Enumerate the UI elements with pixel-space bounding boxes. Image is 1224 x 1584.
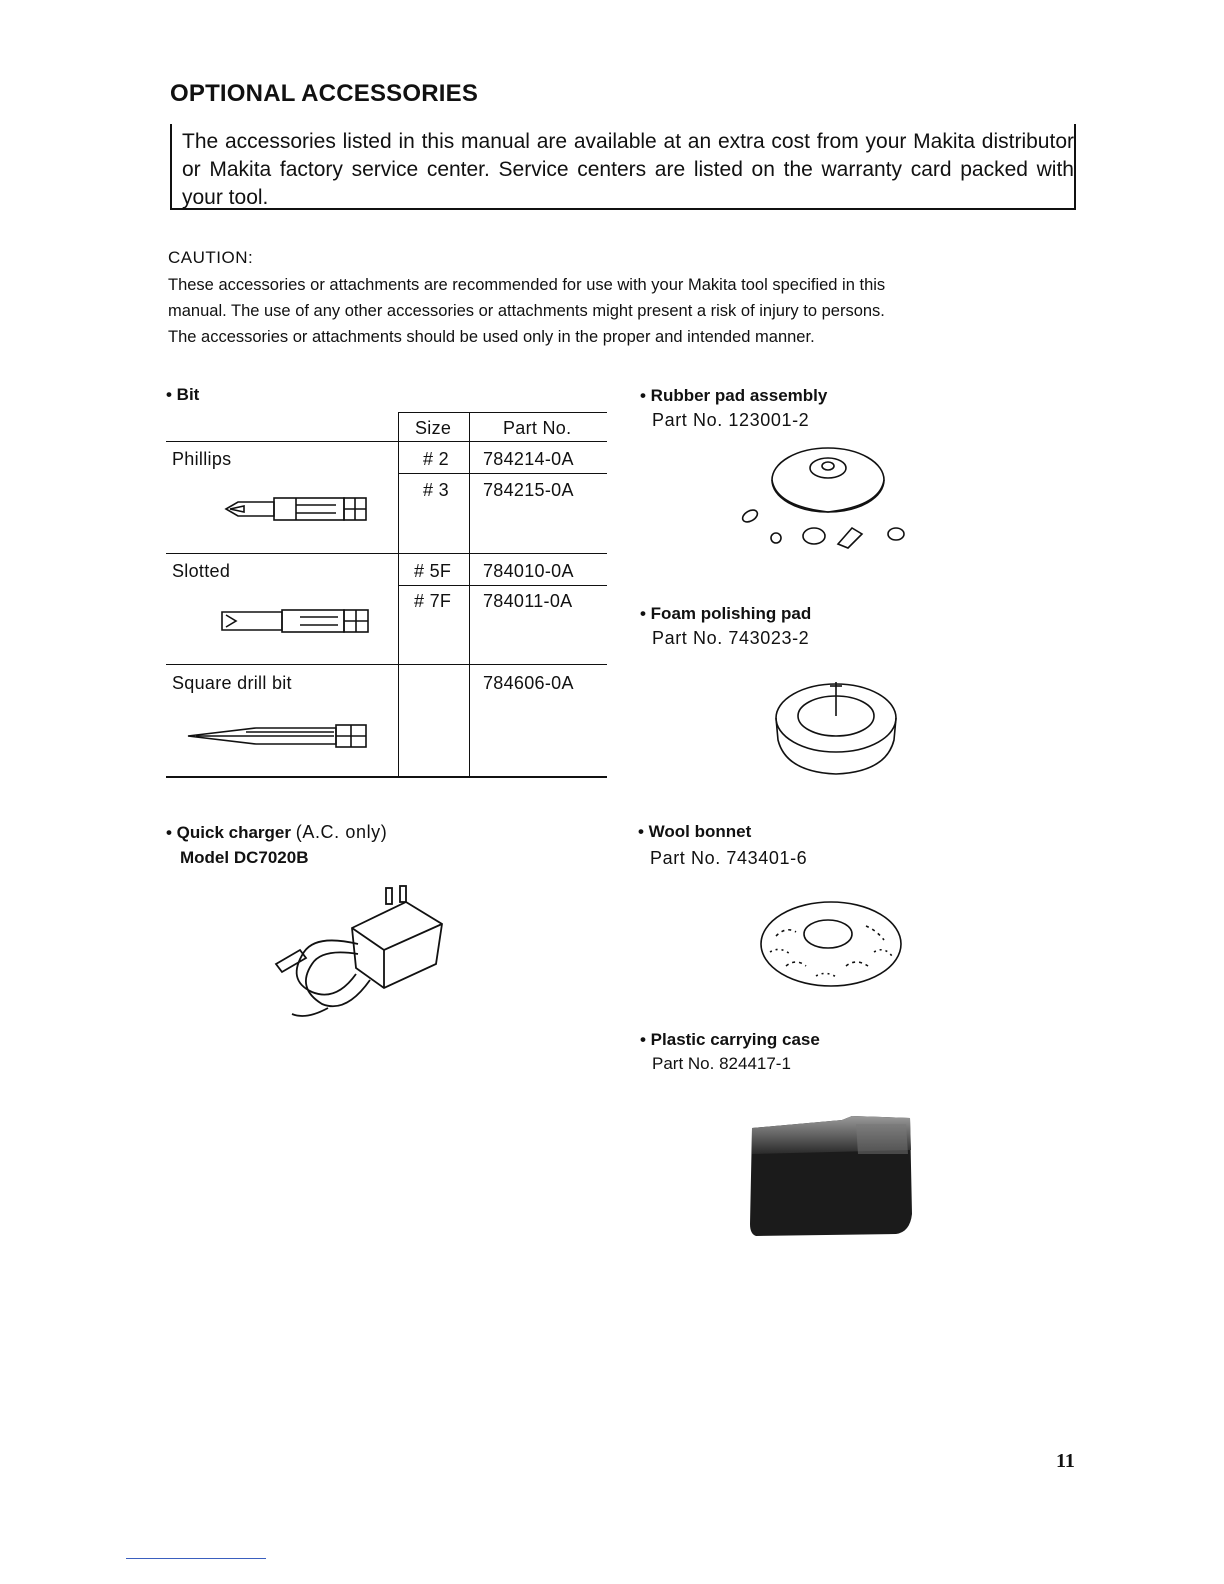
- foam-pad-title: • Foam polishing pad: [640, 604, 812, 623]
- table-rule: [469, 412, 470, 777]
- foam-pad-part: Part No. 743023-2: [652, 628, 810, 648]
- table-rule: [398, 473, 607, 474]
- group-name: Slotted: [172, 561, 231, 581]
- rubber-pad-part: Part No. 123001-2: [652, 410, 810, 430]
- wool-bonnet-icon: [756, 896, 906, 992]
- table-rule: [398, 412, 399, 777]
- part-cell: 784215-0A: [483, 480, 574, 500]
- charger-title: [166, 822, 387, 843]
- phillips-bit-icon: [224, 494, 372, 524]
- charger-model: Model DC7020B: [180, 848, 309, 867]
- col-part-header: Part No.: [503, 418, 572, 438]
- group-name: Phillips: [172, 449, 232, 469]
- table-rule: [398, 585, 607, 586]
- notice-box: The accessories listed in this manual are available at an extra cost from your Makita distributor or Makita factory service center. Service centers are listed on the warranty card packed with your tool.: [170, 124, 1076, 210]
- wool-bonnet-title: • Wool bonnet: [638, 822, 752, 841]
- group-name: Square drill bit: [172, 673, 292, 693]
- col-size-header: Size: [415, 418, 452, 438]
- table-rule: [166, 441, 607, 442]
- rubber-pad-assembly-icon: [736, 444, 912, 556]
- rubber-pad-title: • Rubber pad assembly: [640, 386, 828, 405]
- size-cell: # 5F: [414, 561, 452, 581]
- caution-line: manual. The use of any other accessories or attachments might present a risk of injury to persons.: [168, 302, 885, 320]
- table-rule: [166, 664, 607, 665]
- table-rule: [166, 776, 607, 778]
- plastic-carrying-case-icon: [746, 1114, 916, 1238]
- caution-heading: CAUTION:: [168, 248, 254, 267]
- size-cell: # 7F: [414, 591, 452, 611]
- footer-rule: [126, 1558, 266, 1559]
- table-rule: [398, 412, 607, 413]
- wool-bonnet-part: Part No. 743401-6: [650, 848, 808, 868]
- table-rule: [166, 553, 607, 554]
- part-cell: 784010-0A: [483, 561, 574, 581]
- charger-title-text: • Quick charger: [166, 823, 292, 842]
- part-cell: 784011-0A: [483, 591, 573, 611]
- part-cell: 784606-0A: [483, 673, 574, 693]
- page-title: OPTIONAL ACCESSORIES: [170, 80, 479, 107]
- carrying-case-title: • Plastic carrying case: [640, 1030, 820, 1049]
- foam-polishing-pad-icon: [772, 676, 902, 776]
- caution-body: [168, 272, 1080, 350]
- page-number: 11: [1056, 1450, 1075, 1472]
- size-cell: # 3: [423, 480, 449, 500]
- slotted-bit-icon: [220, 607, 372, 635]
- quick-charger-icon: [266, 884, 456, 1028]
- part-cell: 784214-0A: [483, 449, 574, 469]
- charger-note: (A.C. only): [295, 822, 388, 842]
- caution-line: The accessories or attachments should be used only in the proper and intended manner.: [168, 328, 815, 346]
- bit-heading: • Bit: [166, 385, 200, 404]
- caution-line: These accessories or attachments are recommended for use with your Makita tool specified in this: [168, 276, 886, 294]
- size-cell: # 2: [423, 449, 449, 469]
- square-drill-bit-icon: [186, 720, 372, 748]
- carrying-case-part: Part No. 824417-1: [652, 1054, 791, 1073]
